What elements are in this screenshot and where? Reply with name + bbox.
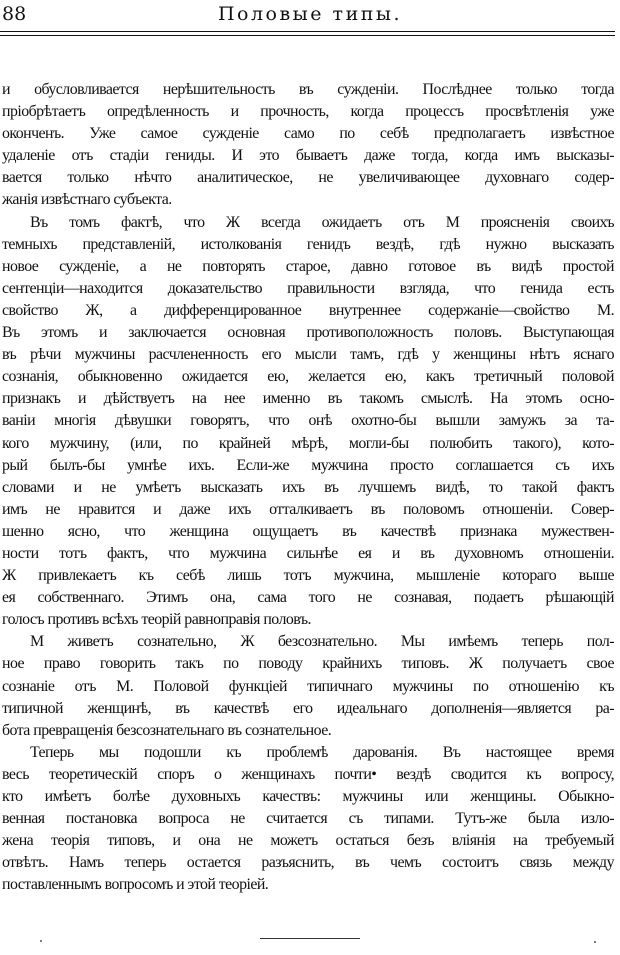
print-speck: [594, 941, 596, 943]
text-line: голосъ противъ всѣхъ теорій равноправія половъ.: [2, 611, 311, 629]
text-line: поставленнымъ вопросомъ и этой теоріей.: [2, 876, 269, 894]
text-line: кто имѣетъ болѣе духовныхъ качествъ: мужчины или женщины. Обыкно-: [2, 788, 614, 805]
paragraph: [2, 79, 614, 212]
paragraph: [2, 212, 614, 632]
text-line: жанія извѣстнаго субъекта.: [2, 191, 172, 209]
paragraph: [2, 631, 614, 741]
running-head: Половые типы.: [217, 3, 403, 25]
text-line: сознаніе отъ М. Половой функціей типичнаго мужчины по отношенію къ: [2, 677, 614, 695]
text-line: ея собственнаго. Этимъ она, сама того не сознавая, подаетъ рѣшающій: [2, 589, 614, 607]
print-speck: [40, 940, 42, 942]
text-line: вается только нѣчто аналитическое, не увеличивающее духовнаго содер-: [2, 169, 614, 187]
text-line: жена теорія типовъ, и она не можетъ остаться безъ вліянія на требуемый: [2, 832, 614, 850]
footer-rule: [260, 938, 360, 939]
text-line: Теперь мы подошли къ проблемѣ дарованія. Въ настоящее время: [30, 743, 614, 761]
text-line: свойство Ж, а дифференцированное внутреннее содержаніе—свойство М.: [2, 301, 614, 319]
text-line: рый былъ-бы умнѣе ихъ. Если-же мужчина просто соглашается съ ихъ: [2, 456, 614, 474]
header-double-rule: [0, 31, 615, 36]
body-text: [2, 79, 614, 896]
text-line: сентенціи—находится доказательство правильности взгляда, что генида есть: [2, 279, 614, 297]
text-line: ваніи многія дѣвушки говорятъ, что онѣ охотно-бы вышли замужъ за та-: [2, 412, 614, 430]
text-line: шенно ясно, что женщина ощущаетъ въ качествѣ признака мужествен-: [2, 522, 614, 540]
text-line: удаленіе отъ стадіи гениды. И это бываетъ даже тогда, когда имъ высказы-: [2, 147, 614, 165]
text-line: темныхъ представленій, истолкованія генидъ вездѣ, гдѣ нужно высказать: [2, 235, 614, 253]
text-line: сознанія, обыкновенно ожидается ею, желается ею, какъ третичный половой: [2, 368, 614, 386]
page-number: 88: [2, 3, 27, 25]
page-header: [0, 0, 620, 34]
text-line: имъ не нравится и даже ихъ отталкиваетъ въ половомъ отношеніи. Совер-: [2, 500, 614, 518]
text-line: новое сужденіе, а не повторять старое, давно готовое въ видѣ простой: [2, 257, 614, 275]
text-line: и обусловливается нерѣшительность въ сужденіи. Послѣднее только тогда: [2, 81, 614, 98]
text-line: венная постановка вопроса не считается съ типами. Тутъ-же была изло-: [2, 810, 614, 828]
text-line: ности тотъ фактъ, что мужчина сильнѣе ея и въ духовномъ отношеніи.: [2, 544, 614, 562]
text-line: ное право говорить такъ по поводу крайнихъ типовъ. Ж получаетъ свое: [2, 655, 614, 673]
text-line: оконченъ. Уже самое сужденіе само по себѣ предполагаетъ извѣстное: [2, 125, 614, 143]
paragraph: [2, 742, 614, 897]
text-line: М живетъ сознательно, Ж безсознательно. Мы имѣемъ теперь пол-: [30, 633, 614, 651]
text-line: отвѣтъ. Намъ теперь остается разъяснить, въ чемъ состоитъ связь между: [2, 854, 614, 872]
text-line: пріобрѣтаетъ опредѣленность и прочность, когда процессъ просвѣтленія уже: [2, 103, 614, 121]
text-line: словами и не умѣетъ высказать ихъ въ лучшемъ видѣ, то такой фактъ: [2, 478, 614, 496]
text-line: Ж привлекаетъ къ себѣ лишь тотъ мужчина, мышленіе котораго выше: [2, 567, 614, 585]
text-line: въ рѣчи мужчины расчлененность его мысли тамъ, гдѣ у женщины нѣтъ яснаго: [2, 346, 614, 364]
text-line: Въ томъ фактѣ, что Ж всегда ожидаетъ отъ М проясненія своихъ: [30, 213, 614, 231]
text-line: кого мужчину, (или, по крайней мѣрѣ, могли-бы полюбить такого), кото-: [2, 434, 614, 452]
text-line: Въ этомъ и заключается основная противоположность половъ. Выступающая: [2, 324, 614, 342]
text-line: типичной женщинѣ, въ качествѣ его идеальнаго дополненія—является ра-: [2, 699, 614, 717]
text-line: бота превращенія безсознательнаго въ сознательное.: [2, 721, 332, 739]
text-line: признакъ и дѣйствуетъ на нее именно въ такомъ смыслѣ. На этомъ осно-: [2, 390, 614, 408]
text-line: весь теоретическій споръ о женщинахъ почти• вездѣ сводится къ вопросу,: [2, 765, 614, 783]
